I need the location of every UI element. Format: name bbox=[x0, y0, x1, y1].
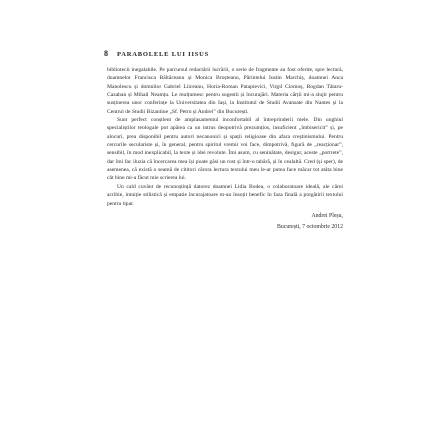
place-and-date: București, 7 octombrie 2012 bbox=[276, 224, 343, 231]
body-text bbox=[107, 66, 343, 232]
paragraph-self-positioning: Sunt perfect conștient de amplasamentul inconfortabil al întreprinderii mele. Din unghiul specialiștilor teologale pot apărea ca un intrus deopotrivă prezumțios, insuficient „îmbisericit” și, pe alocuri, prea disponibil pentru autori necanonici și spații religioase din afara creștinismului. Pentru cercurile seculariste și, în general, pentru spiritul vremii voi face, dimpotrivă, figură de „reacționar”, sensibil, în mod inexplicabil, la texte și idei revolute. Îmi asum, cu seninătate, desigur, aceste „portrete”, dar îmi fac iluzia că încercarea mea își poate găsi un rost și într-o tabără, și în cealaltă. Cred (și sper), de asemenea, că există o seamă de cititori cărora lectura textului meu le-ar putea face măcar tot atâta bine cât bine mi-a făcut mie scrierea lui. bbox=[107, 117, 343, 182]
paragraph-continuation: bibliotecii inegalabile. Pe parcursul redactării lucrării, o serie de fragmente au fost oferite, spre lectură, doamnelor Francisca Băltăceanu și Monica Broșteanu, Părintelui Iustin Marchiș, doamnei Anca Manolescu și domnilor Gabriel Liiceanu, Horia-Roman Patapievici, Virgil Ciomoș, Bogdan Tătaru-Cazaban și Mihail Neamțu. Le mulțumesc pentru sugestii și încurajări. Materia cărții mi-a slujit pentru susținerea unor conferințe la Universitatea din Iași, la Institutul de Studii Avansate din Nantes și la Centrul de Studii Bizantine „Sf. Petru și Andrei” din București. bbox=[107, 67, 343, 115]
author-signature: Andrei Pleșu, bbox=[311, 212, 343, 219]
page-number: 8 bbox=[104, 49, 108, 58]
paragraph-acknowledgement: Un cald cuvânt de recunoștință datorez doamnei Lidia Bodea, o colaboratoare ideală, ale cărei acribie, intuiție stilistică și empatie încurajatoare m-au însoțit benefic în faza finală a pregătirii textului pentru tipar. bbox=[107, 183, 343, 207]
running-title: PARABOLELE LUI IISUS bbox=[117, 51, 210, 58]
running-head bbox=[104, 49, 344, 58]
